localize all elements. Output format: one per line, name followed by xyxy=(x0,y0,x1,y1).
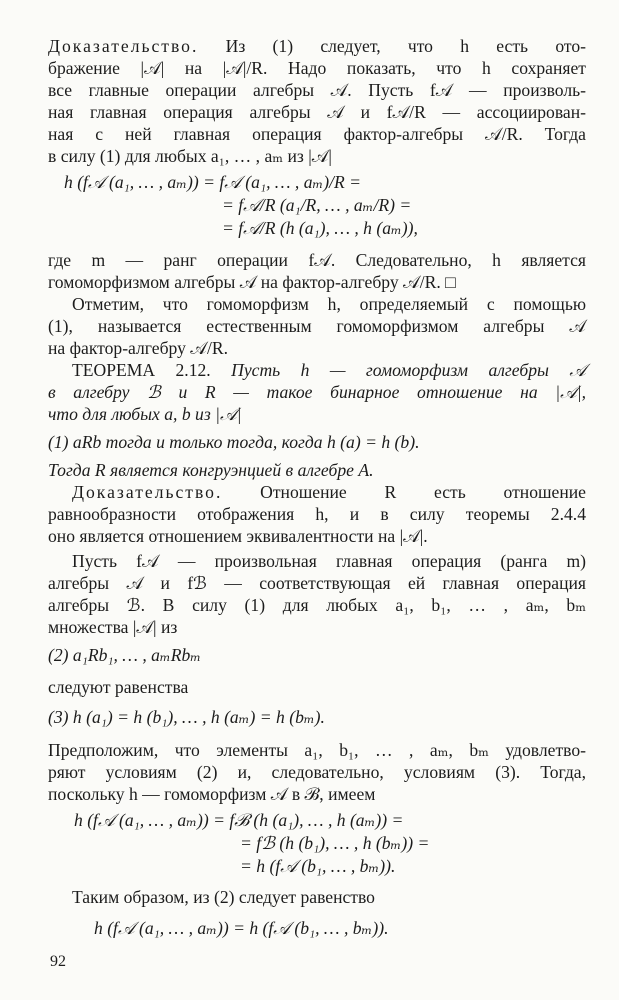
text-line: Пусть f𝒜 — произвольная главная операция (ранга m) xyxy=(72,551,586,571)
formula-line: h (f𝒜 (a₁, … , aₘ)) = h (f𝒜 (b₁, … , bₘ)). xyxy=(94,918,389,938)
text-line: Тогда R является конгруэнцией в алгебре A. xyxy=(48,460,374,480)
text-line: ная главная операция алгебры 𝒜 и f𝒜/R — ассоциирован- xyxy=(48,102,586,122)
formula-line: = f𝒜/R (h (a₁), … , h (aₘ)), xyxy=(222,218,418,238)
page-number: 92 xyxy=(50,953,66,970)
text-line: ТЕОРЕМА 2.12. Пусть h — гомоморфизм алгебры 𝒜 xyxy=(72,360,586,380)
text-line: ряют условиям (2) и, следовательно, условиям (3). Тогда, xyxy=(48,762,586,782)
formula-line: h (f𝒜 (a₁, … , aₘ)) = fℬ (h (a₁), … , h (aₘ)) = xyxy=(74,810,404,830)
text-line: где m — ранг операции f𝒜. Следовательно, h является xyxy=(48,250,586,270)
text-line: гомоморфизмом алгебры 𝒜 на фактор-алгебру 𝒜/R. □ xyxy=(48,272,456,292)
formula-line: = fℬ (h (b₁), … , h (bₘ)) = xyxy=(240,833,430,853)
text-line: Доказательство. Из (1) следует, что h есть ото- xyxy=(48,36,586,56)
text-line: (1) aRb тогда и только тогда, когда h (a) = h (b). xyxy=(48,432,420,452)
text-line: множества |𝒜| из xyxy=(48,617,178,637)
text-line: все главные операции алгебры 𝒜. Пусть f𝒜 — произволь- xyxy=(48,80,586,100)
formula-line: h (f𝒜 (a₁, … , aₘ)) = f𝒜 (a₁, … , aₘ)/R = xyxy=(64,172,362,192)
theorem-lead: ТЕОРЕМА 2.12. xyxy=(72,360,211,380)
formula-line: = f𝒜/R (a₁/R, … , aₘ/R) = xyxy=(222,195,412,215)
text-line: Отметим, что гомоморфизм h, определяемый с помощью xyxy=(72,294,586,314)
text-line: Доказательство. Отношение R есть отношение xyxy=(72,482,586,502)
text-line: алгебры 𝒜 и fℬ — соответствующая ей главная операция xyxy=(48,573,586,593)
text-line: (1), называется естественным гомоморфизмом алгебры 𝒜 xyxy=(48,316,586,336)
formula-line: (3) h (a₁) = h (b₁), … , h (aₘ) = h (bₘ). xyxy=(48,707,325,727)
text-line: в силу (1) для любых a₁, … , aₘ из |𝒜| xyxy=(48,146,332,166)
text-line: в алгебру ℬ и R — такое бинарное отношение на |𝒜|, xyxy=(48,382,586,402)
text-line: на фактор-алгебру 𝒜/R. xyxy=(48,338,228,358)
text-line: равнообразности отображения h, и в силу теоремы 2.4.4 xyxy=(48,504,586,524)
formula-line: (2) a₁Rb₁, … , aₘRbₘ xyxy=(48,645,202,665)
text-line: бражение |𝒜| на |𝒜|/R. Надо показать, что h сохраняет xyxy=(48,58,586,78)
text-line: Таким образом, из (2) следует равенство xyxy=(72,887,375,907)
text-line: оно является отношением эквивалентности на |𝒜|. xyxy=(48,526,428,546)
text-line: ная с ней главная операция фактор-алгебры 𝒜/R. Тогда xyxy=(48,124,586,144)
text-line: следуют равенства xyxy=(48,677,189,697)
text-line: Предположим, что элементы a₁, b₁, … , aₘ, bₘ удовлетво- xyxy=(48,740,586,760)
text-line: алгебры ℬ. В силу (1) для любых a₁, b₁, … , aₘ, bₘ xyxy=(48,595,586,615)
proof-lead: Доказательство. xyxy=(72,482,223,502)
text-line: что для любых a, b из |𝒜| xyxy=(48,404,242,424)
formula-line: = h (f𝒜 (b₁, … , bₘ)). xyxy=(240,856,396,876)
proof-lead: Доказательство. xyxy=(48,36,199,56)
text-line: поскольку h — гомоморфизм 𝒜 в ℬ, имеем xyxy=(48,784,376,804)
